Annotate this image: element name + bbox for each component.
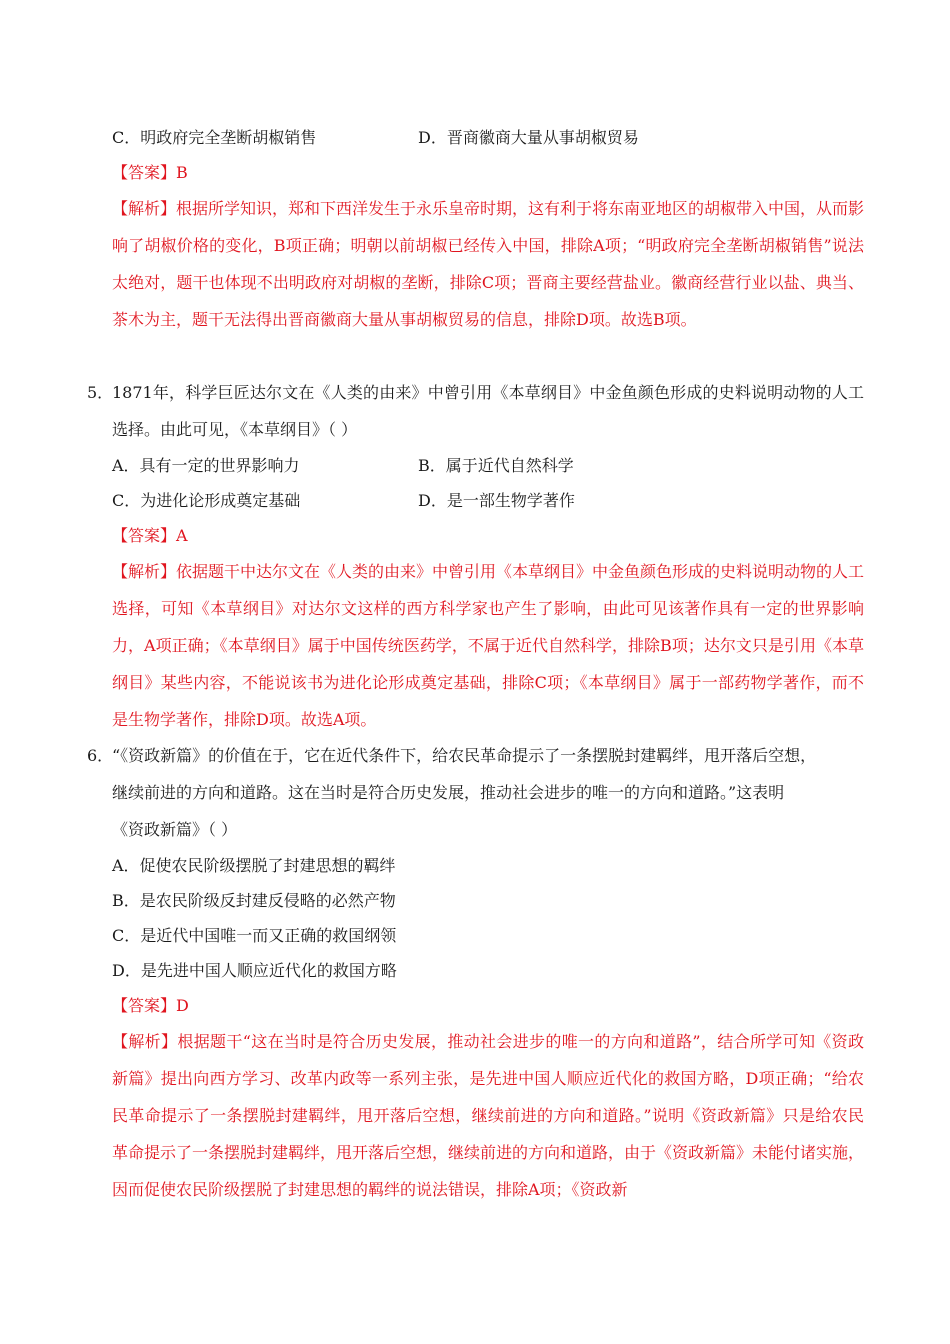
q6-stem-line-1: “《资政新篇》的价值在于，它在近代条件下，给农民革命提示了一条摆脱封建羁绊，甩开落后空想，	[112, 746, 817, 765]
q5-number: 5．	[87, 383, 114, 402]
q5-analysis: 【解析】依据题干中达尔文在《人类的由来》中曾引用《本草纲目》中金鱼颜色形成的史料说明动物的人工选择，可知《本草纲目》对达尔文这样的西方科学家也产生了影响，由此可见该著作具有一定的世界影响力，A项正确；《本草纲目》属于中国传统医药学，不属于近代自然科学，排除B项；达尔文只是引用《本草纲目》某些内容，不能说该书为进化论形成奠定基础，排除C项；《本草纲目》属于一部药物学著作，而不是生物学著作，排除D项。故选A项。	[112, 562, 865, 729]
q6-option-c: C．是近代中国唯一而又正确的救国纲领	[112, 926, 397, 945]
q6-option-a: A．促使农民阶级摆脱了封建思想的羁绊	[112, 856, 396, 875]
q5-option-d: D．是一部生物学著作	[418, 491, 575, 510]
q6-analysis: 【解析】根据题干“这在当时是符合历史发展，推动社会进步的唯一的方向和道路”，结合所学可知《资政新篇》提出向西方学习、改革内政等一系列主张，是先进中国人顺应近代化的救国方略，D项正确；“给农民革命提示了一条摆脱封建羁绊，甩开落后空想，继续前进的方向和道路。”说明《资政新篇》只是给农民革命提示了一条摆脱封建羁绊，甩开落后空想，继续前进的方向和道路，由于《资政新篇》未能付诸实施，因而促使农民阶级摆脱了封建思想的羁绊的说法错误，排除A项；《资政新	[112, 1032, 865, 1199]
q6-option-d: D．是先进中国人顺应近代化的救国方略	[112, 961, 397, 980]
q4-answer: 【答案】B	[112, 163, 188, 182]
q5-option-c: C．为进化论形成奠定基础	[112, 491, 301, 510]
q6-number: 6．	[87, 746, 114, 765]
q6-option-b: B．是农民阶级反封建反侵略的必然产物	[112, 891, 396, 910]
q4-analysis: 【解析】根据所学知识，郑和下西洋发生于永乐皇帝时期，这有利于将东南亚地区的胡椒带入中国，从而影响了胡椒价格的变化，B项正确；明朝以前胡椒已经传入中国，排除A项；“明政府完全垄断胡椒销售”说法太绝对，题干也体现不出明政府对胡椒的垄断，排除C项；晋商主要经营盐业。徽商经营行业以盐、典当、茶木为主，题干无法得出晋商徽商大量从事胡椒贸易的信息，排除D项。故选B项。	[112, 199, 865, 329]
q4-option-d: D．晋商徽商大量从事胡椒贸易	[418, 128, 639, 147]
q6-answer: 【答案】D	[112, 996, 189, 1015]
q5-stem: 1871年，科学巨匠达尔文在《人类的由来》中曾引用《本草纲目》中金鱼颜色形成的史料说明动物的人工选择。由此可见，《本草纲目》（ ）	[112, 383, 864, 439]
q5-answer: 【答案】A	[112, 526, 188, 545]
q4-option-c: C．明政府完全垄断胡椒销售	[112, 128, 317, 147]
q5-option-a: A．具有一定的世界影响力	[112, 456, 300, 475]
q6-stem-line-3: 《资政新篇》（ ）	[112, 820, 238, 839]
q6-stem-line-2: 继续前进的方向和道路。这在当时是符合历史发展，推动社会进步的唯一的方向和道路。”这表明	[112, 783, 785, 802]
q5-option-b: B．属于近代自然科学	[418, 456, 574, 475]
